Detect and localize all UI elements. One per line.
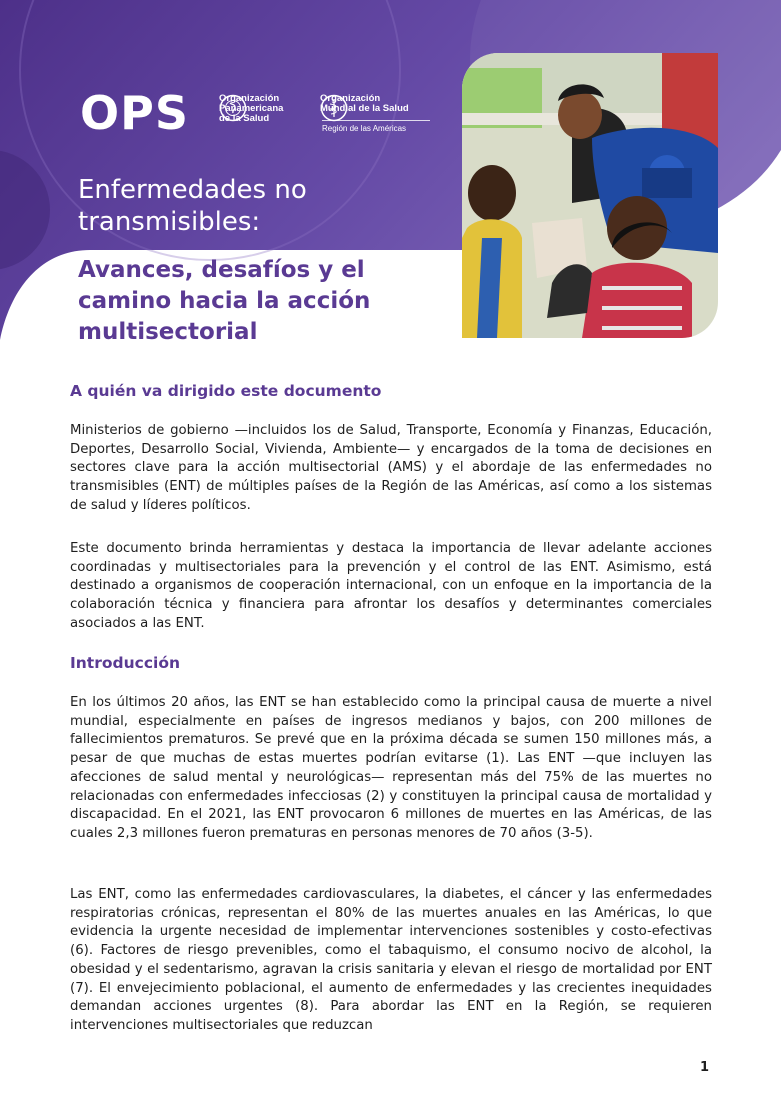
who-name-line: Organización <box>320 93 381 104</box>
cover-photo <box>462 53 718 338</box>
section-heading-introduction: Introducción <box>70 654 181 672</box>
audience-paragraph-2: Este documento brinda herramientas y destaca la importancia de llevar adelante acciones coordinadas y multisectoriales para la prevención y el control de las ENT. Asimismo, está destinado a organismos de cooperación internacional, con un enfoque en la importancia de la colaboración técnica y financiera para afrontar los desafíos y determinantes comerciales asociados a las ENT. <box>70 541 712 631</box>
section-heading-audience: A quién va dirigido este documento <box>70 382 382 400</box>
who-divider <box>322 120 430 121</box>
who-name-line: Mundial de la Salud <box>320 103 409 114</box>
ops-logo: OPS <box>80 86 189 140</box>
cover-banner <box>0 0 781 372</box>
who-region: Región de las Américas <box>322 124 407 133</box>
paho-emblem-icon <box>219 94 247 122</box>
who-logo <box>320 94 409 114</box>
paho-name-line: Panamericana <box>219 103 284 114</box>
who-emblem-icon <box>320 94 348 122</box>
page-number: 1 <box>700 1060 710 1075</box>
paho-name-line: Organización <box>219 93 280 104</box>
title-main: Enfermedades no transmisibles: <box>78 175 307 237</box>
health-worker-with-children-illustration <box>462 53 718 338</box>
paho-name-line: de la Salud <box>219 113 270 124</box>
audience-paragraph: Ministerios de gobierno —incluidos los de Salud, Transporte, Economía y Finanzas, Educación, Deportes, Desarrollo Social, Vivienda, Ambiente— y encargados de la toma de decisiones en sectores clave para la acción multisectorial (AMS) y el abordaje de las enfermedades no transmisibles (ENT) de múltiples países de la Región de las Américas, así como a los sistemas de salud y líderes políticos. <box>70 423 712 513</box>
title-subtitle: Avances, desafíos y el camino hacia la acción multisectorial <box>78 257 371 345</box>
paho-logo <box>219 94 283 124</box>
intro-paragraph: En los últimos 20 años, las ENT se han establecido como la principal causa de muerte a nivel mundial, especialmente en países de ingresos medianos y bajos, con 200 millones de fallecimientos prematuros. Se prevé que en la próxima década se sumen 150 millones más, a pesar de que muchas de estas muertes podrían evitarse (1). Las ENT —que incluyen las afecciones de salud mental y neurológicas— representan más del 75% de las muertes no relacionadas con enfermedades infecciosas (2) y constituyen la principal causa de mortalidad y discapacidad. En el 2021, las ENT provocaron 6 millones de muertes en las Américas, de las cuales 2,3 millones fueron prematuras en personas menores de 70 años (3-5). <box>70 695 712 841</box>
intro-paragraph-2: Las ENT, como las enfermedades cardiovasculares, la diabetes, el cáncer y las enfermedades respiratorias crónicas, representan el 80% de las muertes anuales en las Américas, lo que evidencia la urgente necesidad de implementar intervenciones sostenibles y costo-efectivas (6). Factores de riesgo prevenibles, como el tabaquismo, el consumo nocivo de alcohol, la obesidad y el sedentarismo, agravan la crisis sanitaria y elevan el riesgo de mortalidad por ENT (7). El envejecimiento poblacional, el aumento de enfermedades y las crecientes inequidades demandan acciones urgentes (8). Para abordar las ENT en la Región, se requieren intervenciones multisectoriales que reduzcan <box>70 887 712 1033</box>
